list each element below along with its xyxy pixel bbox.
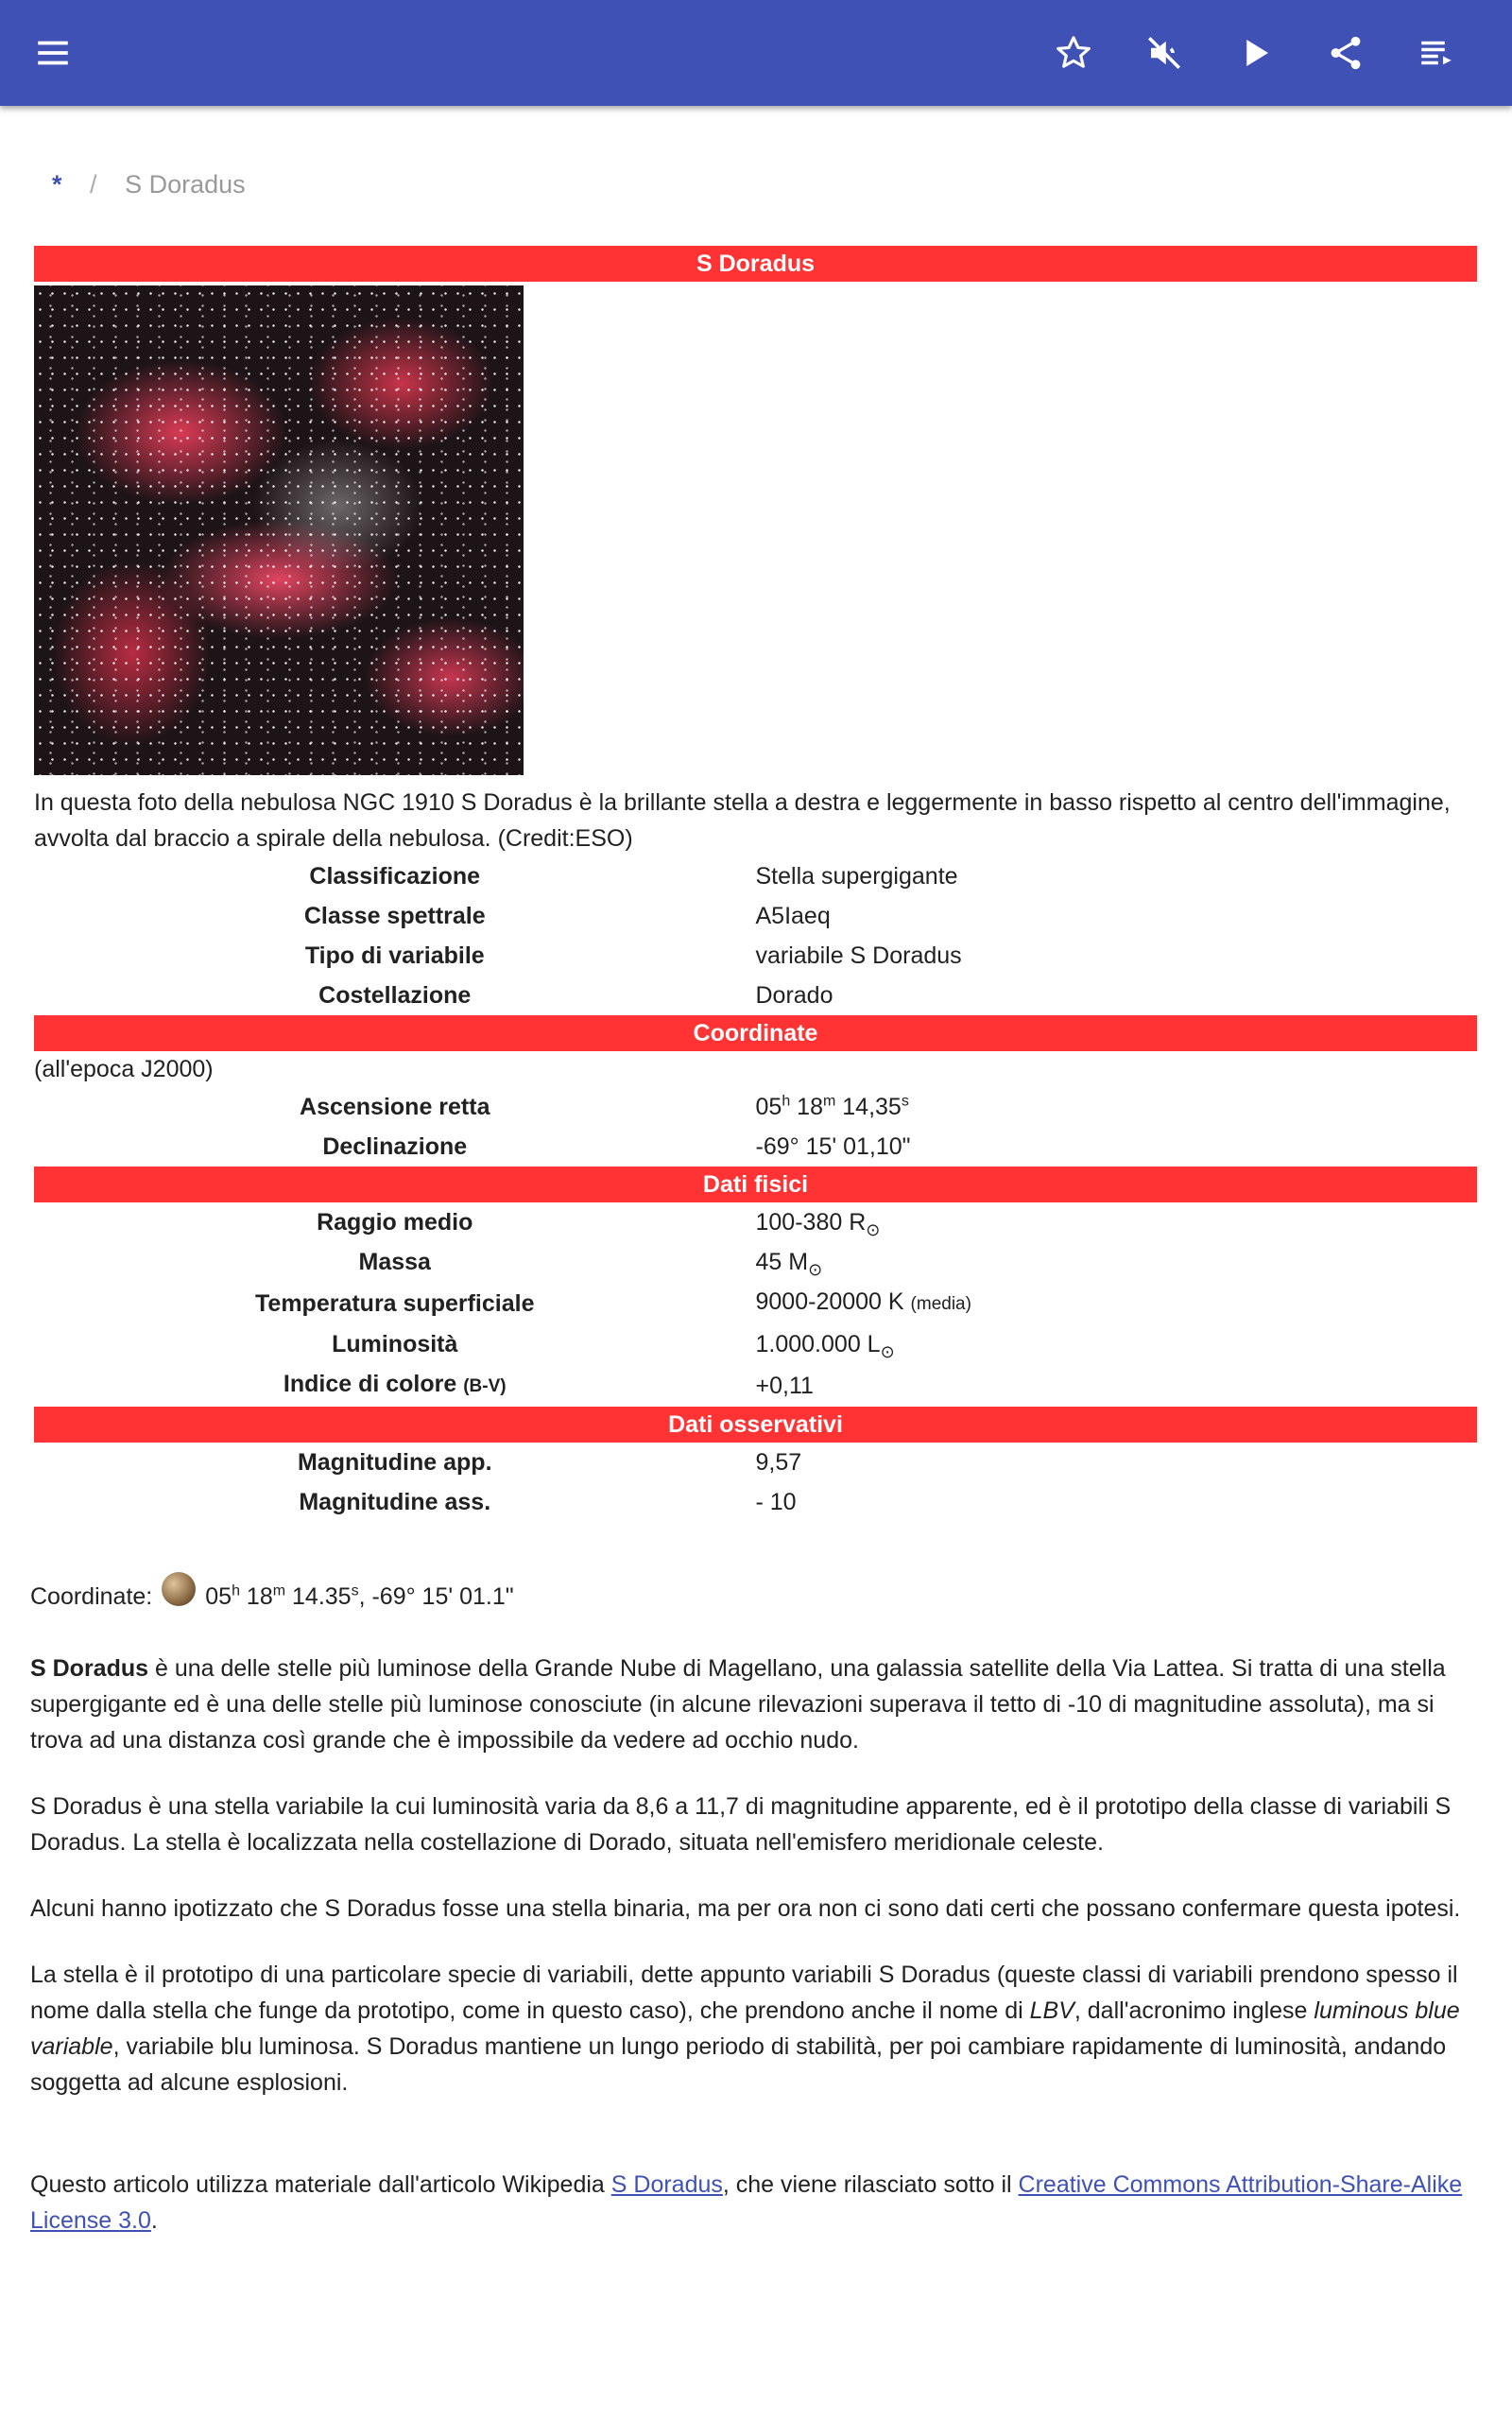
paragraph: S Doradus è una stella variabile la cui luminosità varia da 8,6 a 11,7 di magnitudine apparente, ed è il prototipo della classe di variabili S Doradus. La stella è localizzata nella costellazione di Dorado, situata nell'emisfero meridionale celeste. [30,1793,1452,1856]
paragraph: S Doradus è una delle stelle più luminose della Grande Nube di Magellano, una galassia satellite della Via Lattea. Si tratta di una stella supergigante ed è una delle stelle più luminose conosciute (in alcune rilevazioni superava il tetto di -10 di magnitudine assoluta), ma si trova ad una distanza così grande che è impossibile da vedere ad occhio nudo. [30,1655,1446,1754]
row-value: +0,11 [755,1372,814,1399]
coordinates-label: Coordinate: [30,1583,153,1610]
favorite-button[interactable] [1043,23,1104,83]
license-link[interactable]: Creative Commons Attribution-Share-Alike License 3.0 [30,2171,1463,2234]
wikipedia-article-link[interactable]: S Doradus [610,2171,723,2198]
row-key: Indice di colore (B-V) [283,1371,507,1397]
table-row [34,936,1477,976]
table-row [34,1242,1477,1282]
row-key: Classe spettrale [303,903,486,929]
row-key: Luminosità [332,1331,458,1357]
table-row [34,1482,1477,1522]
general-table [34,856,1477,1015]
mute-button[interactable] [1134,23,1194,83]
playlist-icon [1417,33,1456,73]
row-value: Stella supergigante [755,863,958,890]
row-key: Massa [358,1249,431,1275]
row-value: 9,57 [755,1449,802,1476]
share-icon [1326,33,1366,73]
row-value: variabile S Doradus [755,942,962,969]
row-key: Declinazione [322,1133,468,1160]
table-row [34,1127,1477,1167]
table-row [34,1282,1477,1324]
share-button[interactable] [1315,23,1376,83]
row-value: Dorado [755,982,833,1009]
row-value: A5Iaeq [755,903,831,929]
table-row [34,856,1477,896]
coordinates-line [30,1579,1486,1615]
breadcrumb-home-link[interactable]: * [52,170,62,199]
table-row [34,1443,1477,1482]
volume-off-icon [1144,33,1184,73]
declination-value: -69° 15' 01,10" [755,1133,911,1160]
coordinates-value[interactable]: 05$^h$ 18$^m$ 14.35$^s$, -69° 15' 01.1" [205,1582,514,1610]
table-row [34,1087,1477,1127]
row-key: Classificazione [309,863,481,890]
playlist-button[interactable] [1406,23,1467,83]
paragraph: La stella è il prototipo di una particolare specie di variabili, dette appunto variabili S Doradus (queste classi di variabili prendono spesso il nome dalla stella che funge da prototipo, come in questo caso), che prendono anche il nome di LBV, dall'acronimo inglese luminous blue variable, variabile blu luminosa. S Doradus mantiene un lungo periodo di stabilità, per poi cambiare rapidamente di luminosità, andando soggetta ad alcune esplosioni. [30,1962,1460,2096]
license-paragraph: Questo articolo utilizza materiale dall'articolo Wikipedia S Doradus, che viene rilasciato sotto il Creative Commons Attribution-Share-Alike License 3.0. [30,2171,1463,2234]
row-key: Tipo di variabile [304,942,485,969]
menu-icon [33,33,73,73]
table-row [34,896,1477,936]
menu-button[interactable] [23,23,83,83]
paragraph: Alcuni hanno ipotizzato che S Doradus fosse una stella binaria, ma per ora non ci sono dati certi che possano confermare questa ipotesi. [30,1895,1461,1922]
row-value: - 10 [755,1489,797,1515]
play-button[interactable] [1225,23,1285,83]
physical-data-header: Dati fisici [34,1167,1477,1202]
table-row [34,1324,1477,1364]
row-value: 1.000.000 $L_⊙$ [755,1331,895,1361]
app-bar [0,0,1512,106]
star-outline-icon [1054,33,1093,73]
breadcrumb [52,170,246,199]
table-row [34,1364,1477,1407]
coordinates-table [34,1087,1477,1167]
physical-table [34,1202,1477,1407]
row-value: 9000-20000 K (media) [755,1288,971,1315]
breadcrumb-separator: / [90,170,97,199]
breadcrumb-current: S Doradus [125,170,246,199]
nebula-photo[interactable] [34,285,524,775]
coordinates-header: Coordinate [34,1015,1477,1051]
infobox-title: S Doradus [34,246,1477,282]
article-body [30,1579,1486,2269]
row-key: Magnitudine app. [297,1449,492,1476]
row-key: Magnitudine ass. [299,1489,491,1515]
observational-table [34,1443,1477,1522]
right-ascension-value: 05$^h$ 18$^m$ 14,35$^s$ [755,1093,909,1120]
photo-caption: In questa foto della nebulosa NGC 1910 S Doradus è la brillante stella a destra e leggermente in basso rispetto al centro dell'immagine, avvolta dal braccio a spirale della nebulosa. (Credit:ESO) [34,789,1451,852]
infobox [34,246,1477,1522]
row-key: Temperatura superficiale [255,1289,535,1317]
table-row [34,1202,1477,1242]
globe-icon[interactable] [162,1572,196,1606]
epoch-note: (all'epoca J2000) [34,1056,214,1082]
row-value: 45 $M_⊙$ [755,1249,823,1279]
row-key: Costellazione [318,982,472,1009]
table-row [34,976,1477,1015]
row-value: 100-380 $R_⊙$ [755,1209,881,1239]
row-key: Ascensione retta [300,1094,490,1120]
observational-data-header: Dati osservativi [34,1407,1477,1443]
row-key: Raggio medio [317,1209,473,1236]
play-icon [1235,33,1275,73]
